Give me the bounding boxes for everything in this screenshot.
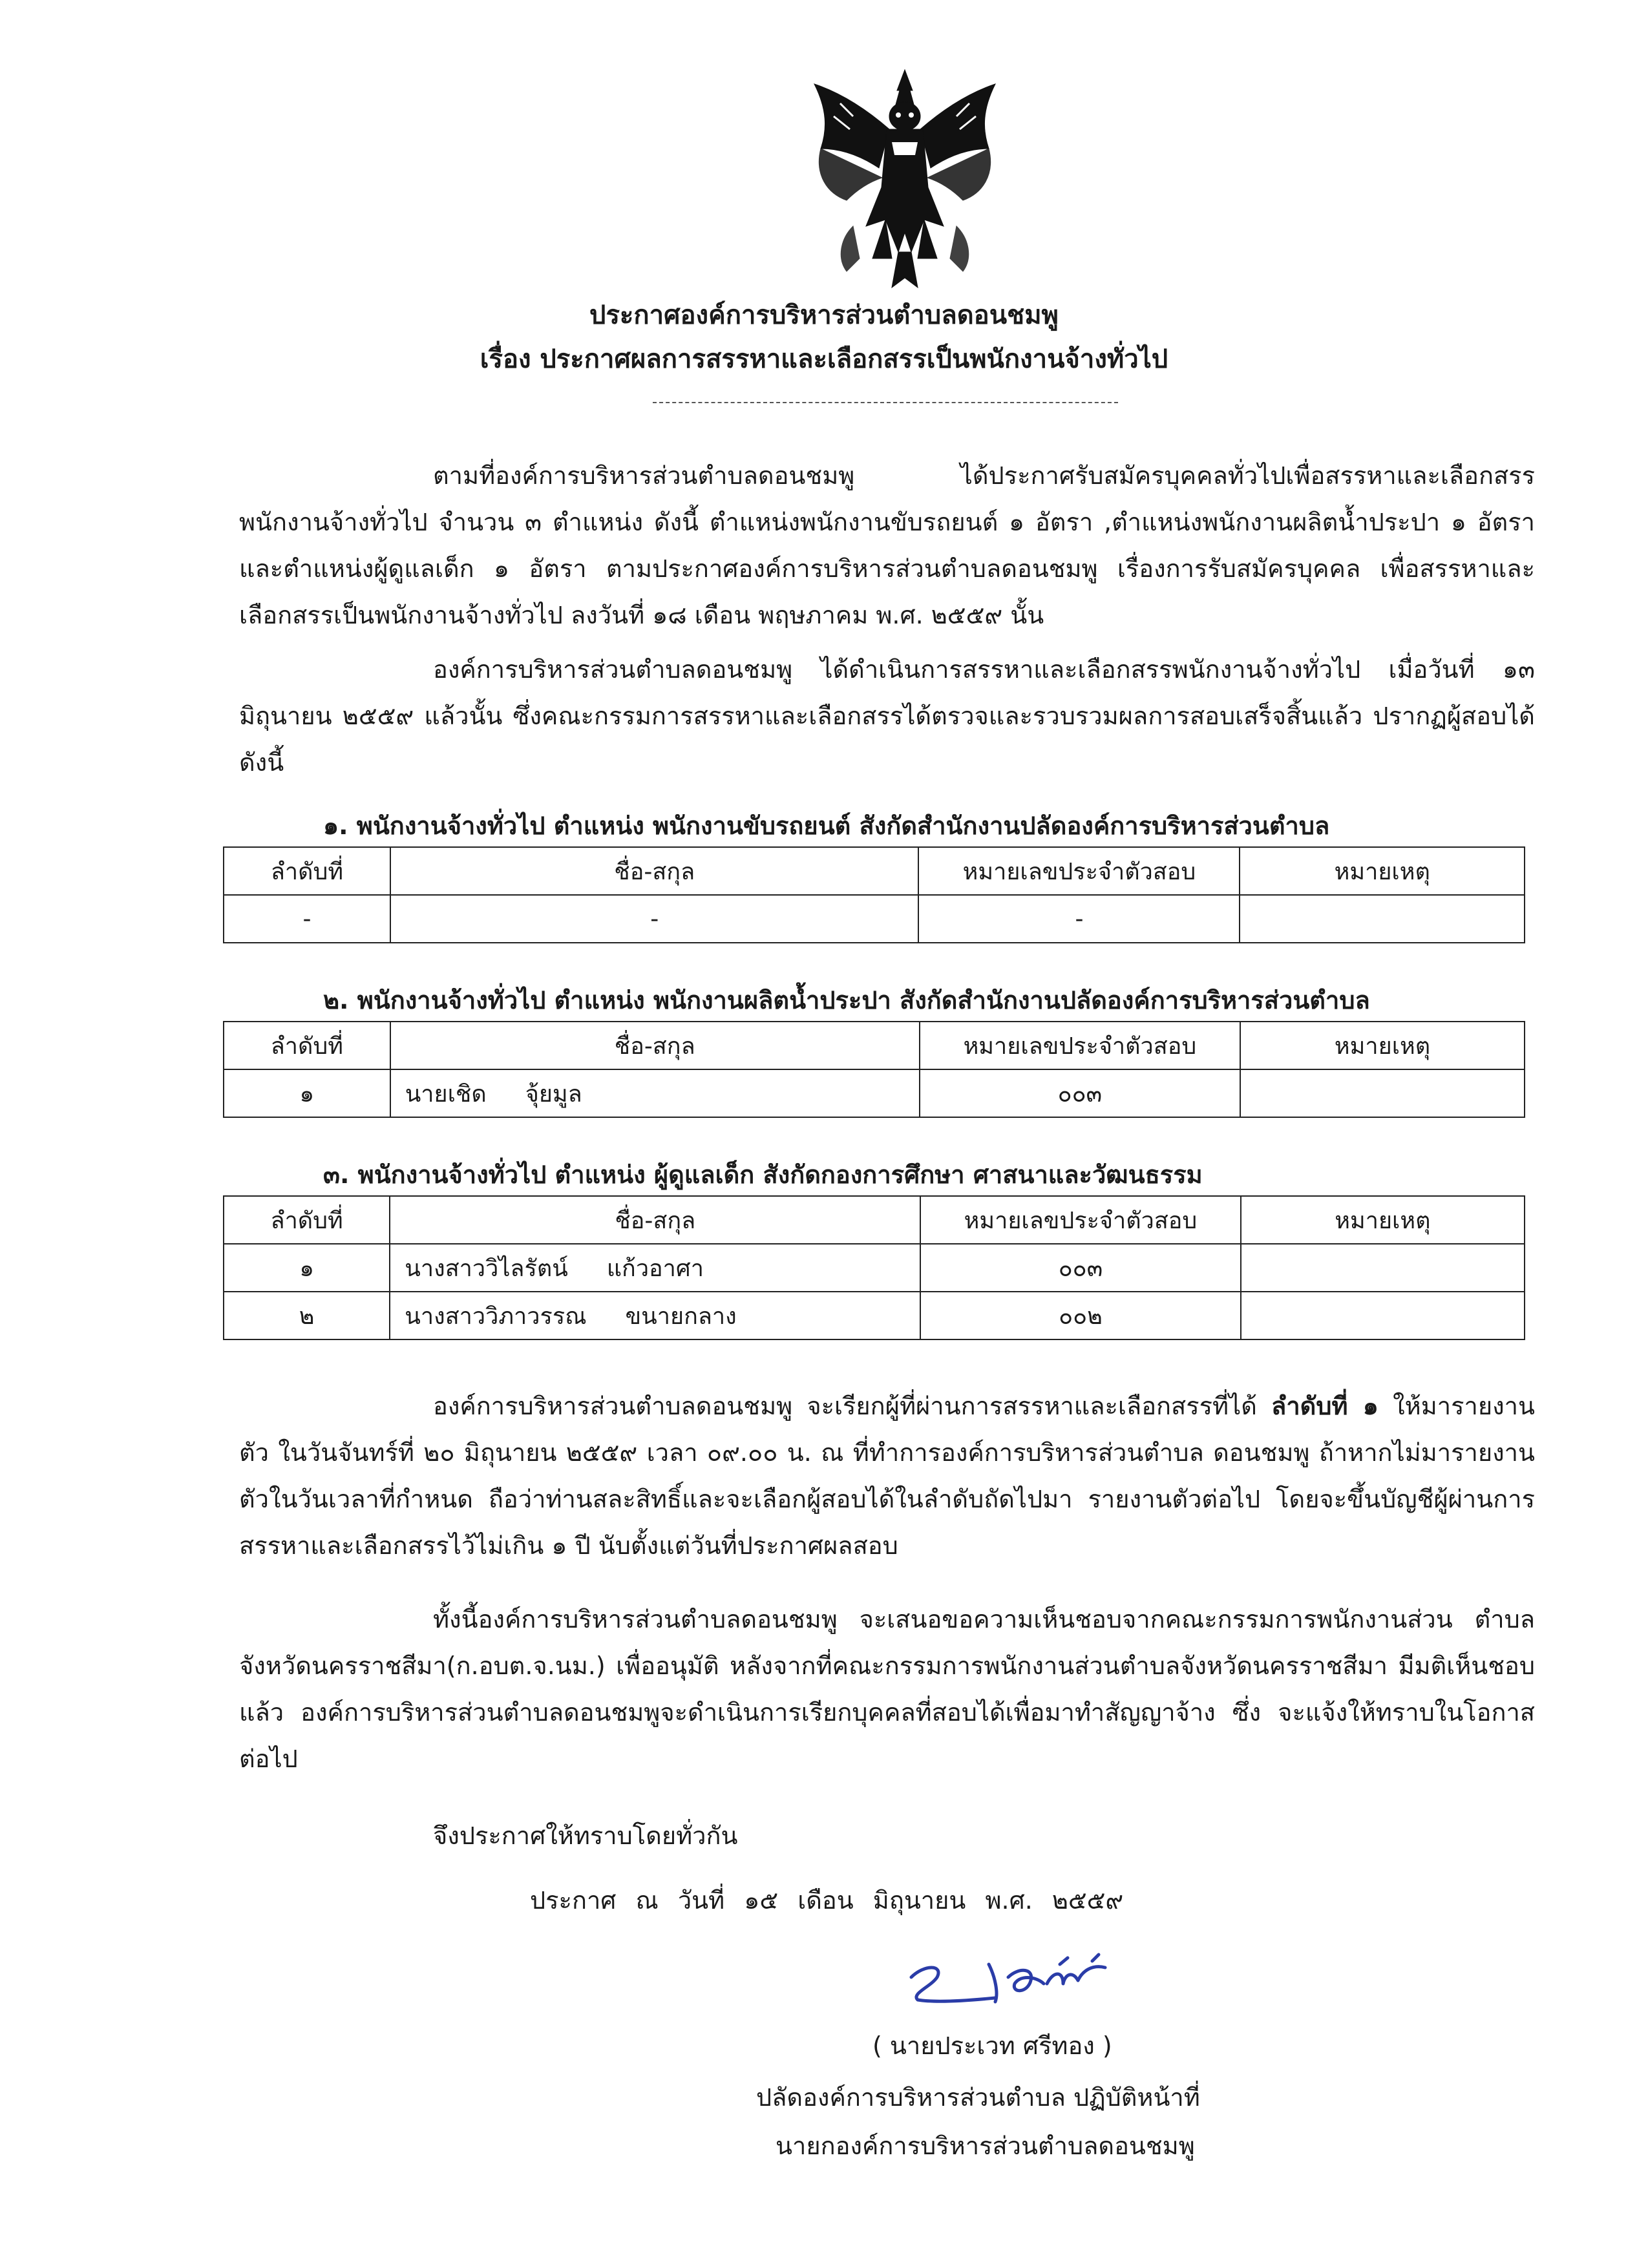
report-text-post: ให้มารายงานตัว ในวันจันทร์ที่ ๒๐ มิถุนายน ๒๕๕๙ เวลา ๐๙.๐๐ น. ณ ที่ทำการองค์การบริหารส่วนตำบล ดอนชมพู ถ้าหากไม่มารายงานตัวในวันเวลาที่กำหนด ถือว่าท่านสละสิทธิ์และจะเลือกผู้สอบได้ในลำดับถัดไปมา รายงานตัวต่อไป โดยจะขึ้นบัญชีผู้ผ่านการสรรหาและเลือกสรรไว้ไม่เกิน ๑ ปี นับตั้งแต่วันที่ประกาศผลสอบ	[239, 1392, 1535, 1560]
exam-id-cell: ๐๐๓	[920, 1244, 1240, 1292]
signatory-position: ปลัดองค์การบริหารส่วนตำบล ปฏิบัติหน้าที่	[756, 2083, 1200, 2112]
report-paragraph	[239, 1383, 1535, 1569]
exam-id-cell: -	[918, 895, 1240, 943]
report-text-pre: องค์การบริหารส่วนตำบลดอนชมพู จะเรียกผู้ที่ผ่านการสรรหาและเลือกสรรที่ได้	[433, 1392, 1257, 1420]
garuda-emblem-icon	[801, 65, 1008, 297]
order-cell: ๑	[224, 1244, 390, 1292]
handwritten-signature	[898, 1938, 1157, 2016]
table-header-row	[224, 1196, 1525, 1244]
signatory-name: ( นายประเวท ศรีทอง )	[872, 2032, 1112, 2060]
table-header-row	[224, 847, 1525, 895]
table-row	[224, 1069, 1525, 1117]
table-row	[224, 1292, 1525, 1339]
announcement-date: ประกาศ ณ วันที่ ๑๕ เดือน มิถุนายน พ.ศ. ๒๕๕๙	[530, 1886, 1124, 1915]
section-3-title: ๓. พนักงานจ้างทั่วไป ตำแหน่ง ผู้ดูแลเด็ก สังกัดกองการศึกษา ศาสนาและวัฒนธรรม	[323, 1160, 1203, 1189]
exam-id-cell: ๐๐๒	[920, 1292, 1240, 1339]
section-2-title: ๒. พนักงานจ้างทั่วไป ตำแหน่ง พนักงานผลิตน้ำประปา สังกัดสำนักงานปลัดองค์การบริหารส่วนตำบล	[323, 986, 1370, 1014]
section-3-table	[223, 1195, 1525, 1340]
col-note-header: หมายเหตุ	[1240, 1022, 1525, 1069]
name-cell	[390, 1244, 920, 1292]
table-row	[224, 1244, 1525, 1292]
section-1-title: ๑. พนักงานจ้างทั่วไป ตำแหน่ง พนักงานขับรถยนต์ สังกัดสำนักงานปลัดองค์การบริหารส่วนตำบล	[323, 812, 1330, 840]
table-row	[224, 895, 1525, 943]
last-name: ขนายกลาง	[625, 1303, 737, 1330]
exam-id-cell: ๐๐๓	[920, 1069, 1240, 1117]
col-exam-id-header: หมายเลขประจำตัวสอบ	[918, 847, 1240, 895]
closing-line: จึงประกาศให้ทราบโดยทั่วกัน	[433, 1822, 738, 1850]
first-name: นางสาววิภาวรรณ	[405, 1303, 587, 1330]
header-divider	[653, 402, 1118, 403]
approval-paragraph: ทั้งนี้องค์การบริหารส่วนตำบลดอนชมพู จะเสนอขอความเห็นชอบจากคณะกรรมการพนักงานส่วน ตำบลจังหวัดนครราชสีมา(ก.อบต.จ.นม.) เพื่ออนุมัติ หลังจากที่คณะกรรมการพนักงานส่วนตำบลจังหวัดนครราชสีมา มีมติเห็นชอบแล้ว องค์การบริหารส่วนตำบลดอนชมพูจะดำเนินการเรียกบุคคลที่สอบได้เพื่อมาทำสัญญาจ้าง ซึ่ง จะแจ้งให้ทราบในโอกาสต่อไป	[239, 1605, 1535, 1773]
col-order-header: ลำดับที่	[224, 847, 390, 895]
result-paragraph: องค์การบริหารส่วนตำบลดอนชมพู ได้ดำเนินการสรรหาและเลือกสรรพนักงานจ้างทั่วไป เมื่อวันที่ ๑๓ มิถุนายน ๒๕๕๙ แล้วนั้น ซึ่งคณะกรรมการสรรหาและเลือกสรรได้ตรวจและรวบรวมผลการสอบเสร็จสิ้นแล้ว ปรากฏผู้สอบได้ ดังนี้	[239, 655, 1535, 777]
col-name-header: ชื่อ-สกุล	[390, 1196, 920, 1244]
col-note-header: หมายเหตุ	[1240, 847, 1525, 895]
col-exam-id-header: หมายเลขประจำตัวสอบ	[920, 1022, 1240, 1069]
col-exam-id-header: หมายเลขประจำตัวสอบ	[920, 1196, 1240, 1244]
note-cell	[1241, 1292, 1525, 1339]
report-order-emphasis: ลำดับที่ ๑	[1271, 1392, 1379, 1420]
col-name-header: ชื่อ-สกุล	[390, 847, 918, 895]
table-header-row	[224, 1022, 1525, 1069]
name-cell	[390, 1069, 920, 1117]
col-name-header: ชื่อ-สกุล	[390, 1022, 920, 1069]
note-cell	[1240, 1069, 1525, 1117]
announcement-subject: เรื่อง ประกาศผลการสรรหาและเลือกสรรเป็นพนักงานจ้างทั่วไป	[480, 344, 1168, 374]
announcement-title: ประกาศองค์การบริหารส่วนตำบลดอนชมพู	[589, 300, 1059, 330]
intro-paragraph: ตามที่องค์การบริหารส่วนตำบลดอนชมพู ได้ประกาศรับสมัครบุคคลทั่วไปเพื่อสรรหาและเลือกสรร พนักงานจ้างทั่วไป จำนวน ๓ ตำแหน่ง ดังนี้ ตำแหน่งพนักงานขับรถยนต์ ๑ อัตรา ,ตำแหน่งพนักงานผลิตน้ำประปา ๑ อัตรา และตำแหน่งผู้ดูแลเด็ก ๑ อัตรา ตามประกาศองค์การบริหารส่วนตำบลดอนชมพู เรื่องการรับสมัครบุคคล เพื่อสรรหาและเลือกสรรเป็นพนักงานจ้างทั่วไป ลงวันที่ ๑๘ เดือน พฤษภาคม พ.ศ. ๒๕๕๙ นั้น	[239, 461, 1535, 629]
first-name: นางสาววิไลรัตน์	[405, 1255, 568, 1282]
last-name: จุ้ยมูล	[525, 1080, 582, 1108]
order-cell: ๒	[224, 1292, 390, 1339]
note-cell	[1241, 1244, 1525, 1292]
name-cell: -	[390, 895, 918, 943]
section-1-table	[223, 846, 1525, 943]
col-note-header: หมายเหตุ	[1241, 1196, 1525, 1244]
order-cell: -	[224, 895, 390, 943]
note-cell	[1240, 895, 1525, 943]
first-name: นายเชิด	[405, 1080, 487, 1108]
name-cell	[390, 1292, 920, 1339]
col-order-header: ลำดับที่	[224, 1196, 390, 1244]
signatory-acting-position: นายกองค์การบริหารส่วนตำบลดอนชมพู	[776, 2132, 1195, 2160]
order-cell: ๑	[224, 1069, 390, 1117]
last-name: แก้วอาศา	[606, 1255, 704, 1282]
section-2-table	[223, 1021, 1525, 1118]
col-order-header: ลำดับที่	[224, 1022, 390, 1069]
